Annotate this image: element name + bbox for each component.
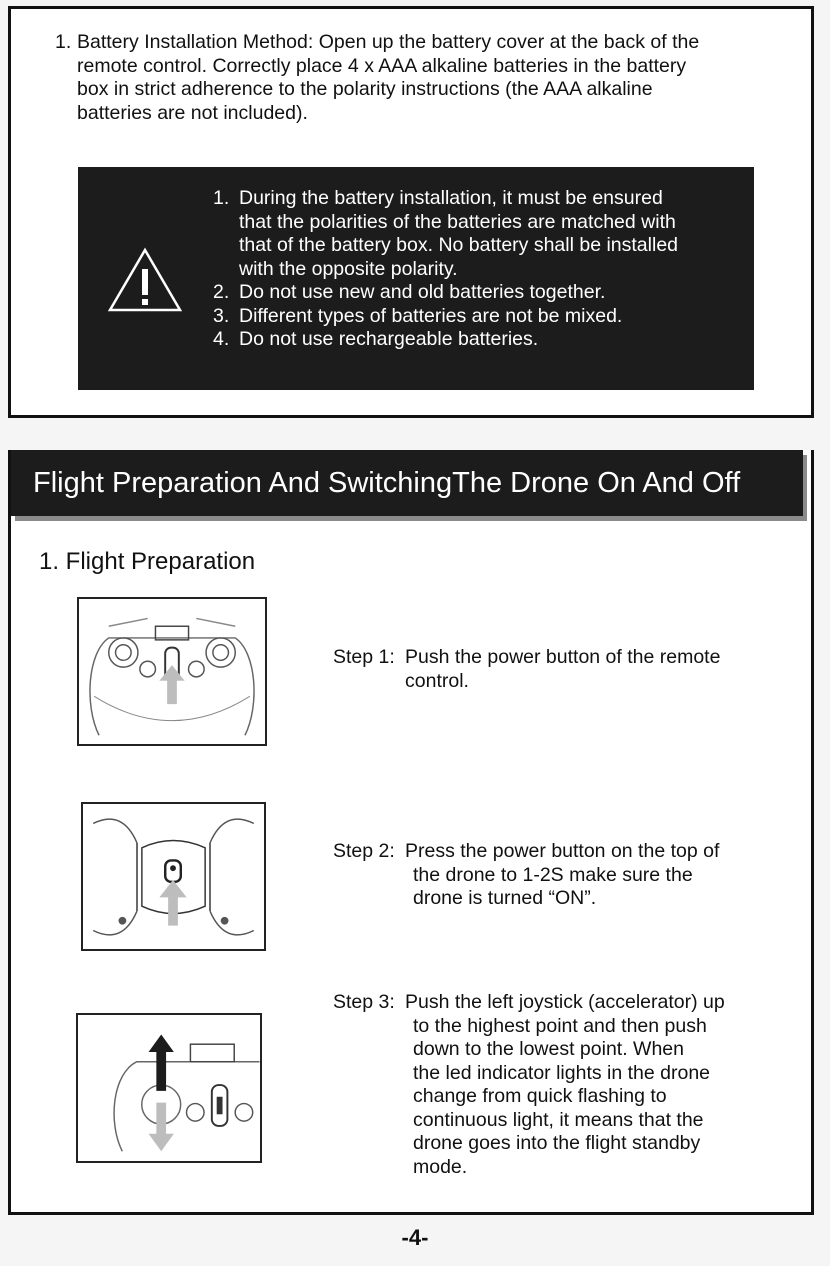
step-text: the led indicator lights in the drone (413, 1061, 711, 1084)
warning-item: 2. Do not use new and old batteries together. (213, 281, 606, 303)
drone-icon (83, 804, 264, 949)
step-text: to the highest point and then push (413, 1014, 707, 1037)
step-text: control. (405, 669, 469, 692)
step-label: Step 2: (333, 840, 395, 862)
section-title: Flight Preparation And SwitchingThe Drone On And Off (11, 450, 803, 516)
step-3 (333, 991, 803, 1179)
step-text: drone is turned “ON”. (413, 887, 597, 909)
step-text: mode. (413, 1155, 468, 1178)
step-label: Step 1: (333, 646, 395, 668)
step-text: change from quick flashing to (413, 1085, 667, 1107)
step-text: Push the left joystick (accelerator) up (405, 991, 725, 1013)
text-line: batteries are not included). (77, 101, 308, 124)
subheading: 1. Flight Preparation (39, 548, 256, 575)
step-text: Press the power button on the top of (405, 840, 720, 862)
remote-control-power-illustration (77, 597, 267, 746)
warning-item: 4. Do not use rechargeable batteries. (213, 328, 539, 350)
battery-instructions-box (8, 6, 814, 418)
step-2 (333, 840, 803, 911)
battery-installation-method (55, 31, 795, 125)
battery-warning-panel (78, 167, 754, 390)
step-1 (333, 646, 803, 693)
drone-power-button-illustration (81, 802, 266, 951)
warning-item: 3. Different types of batteries are not be mixed. (213, 304, 623, 327)
step-text: continuous light, it means that the (413, 1108, 704, 1131)
remote-control-icon (79, 599, 265, 744)
warning-list (213, 187, 743, 352)
warning-triangle-icon (107, 247, 183, 313)
step-text: Push the power button of the remote (405, 646, 721, 668)
joystick-icon (78, 1015, 260, 1161)
warning-item: 1. During the battery installation, it must be ensured that the polarities of the batteries are matched with that of the battery box. No battery shall be installed with the opposite polarity. (213, 187, 679, 280)
text-line: box in strict adherence to the polarity instructions (the AAA alkaline (77, 78, 653, 100)
text-line: Battery Installation Method: Open up the battery cover at the back of the (77, 31, 700, 53)
flight-preparation-section (8, 450, 814, 1215)
step-text: drone goes into the flight standby (413, 1132, 701, 1154)
left-joystick-up-down-illustration (76, 1013, 262, 1163)
step-label: Step 3: (333, 991, 395, 1013)
step-text: the drone to 1-2S make sure the (413, 863, 693, 886)
item-number: 1. (55, 31, 72, 53)
step-text: down to the lowest point. When (413, 1038, 684, 1060)
page-number: -4- (401, 1225, 429, 1250)
text-line: remote control. Correctly place 4 x AAA alkaline batteries in the battery (77, 54, 687, 77)
